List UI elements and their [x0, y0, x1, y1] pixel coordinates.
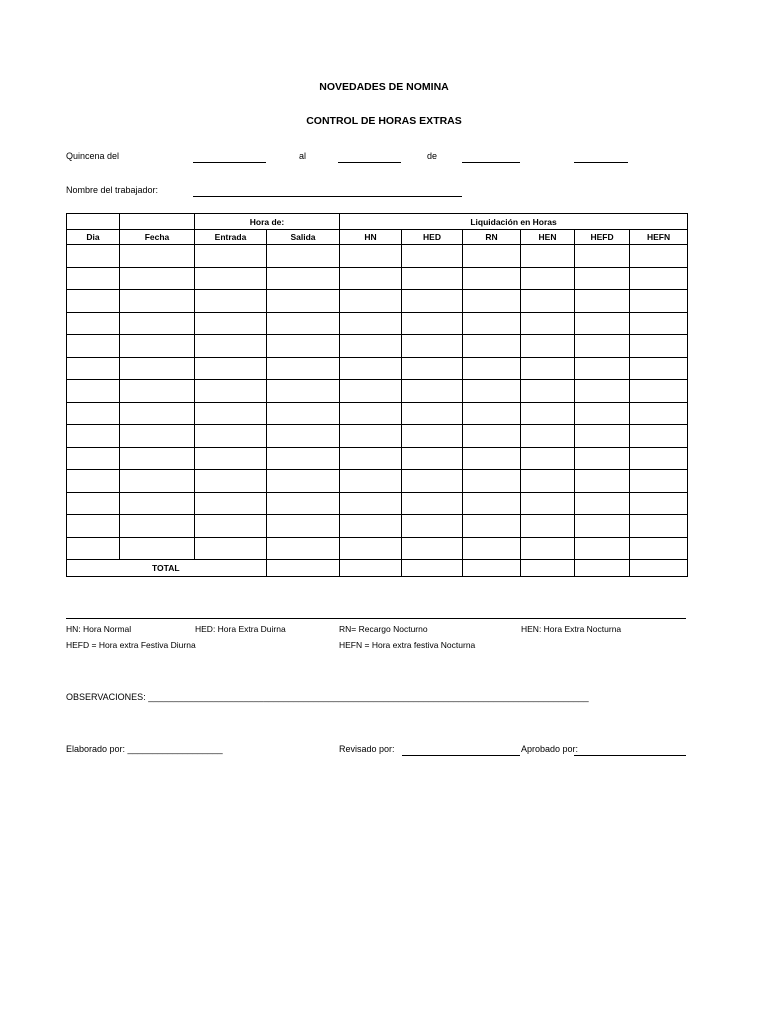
- table-cell[interactable]: [340, 335, 402, 358]
- revisado-por-label: Revisado por:: [339, 744, 395, 754]
- table-cell[interactable]: [67, 470, 120, 493]
- col-header-hefn: HEFN: [630, 230, 688, 245]
- table-cell[interactable]: [402, 402, 463, 425]
- table-cell[interactable]: [267, 357, 340, 380]
- table-cell[interactable]: [120, 312, 195, 335]
- table-cell[interactable]: [340, 312, 402, 335]
- table-cell[interactable]: [120, 357, 195, 380]
- table-cell[interactable]: [120, 492, 195, 515]
- table-cell[interactable]: [67, 312, 120, 335]
- table-row: [67, 537, 688, 560]
- table-cell[interactable]: [267, 470, 340, 493]
- table-cell[interactable]: [402, 492, 463, 515]
- col-header-salida: Salida: [267, 230, 340, 245]
- table-column-header-row: [67, 230, 688, 245]
- table-cell[interactable]: [463, 537, 521, 560]
- quincena-label: Quincena del: [66, 151, 120, 161]
- legend-rn: RN= Recargo Nocturno: [339, 624, 428, 634]
- table-cell[interactable]: [120, 402, 195, 425]
- table-cell[interactable]: [195, 515, 267, 538]
- table-cell[interactable]: [402, 312, 463, 335]
- table-cell[interactable]: [195, 537, 267, 560]
- table-cell[interactable]: [120, 380, 195, 403]
- table-row: [67, 515, 688, 538]
- document-subtitle: CONTROL DE HORAS EXTRAS: [306, 115, 462, 127]
- col-header-hefd: HEFD: [575, 230, 630, 245]
- table-cell[interactable]: [521, 245, 575, 268]
- table-cell[interactable]: [630, 425, 688, 448]
- table-cell[interactable]: [575, 245, 630, 268]
- table-cell[interactable]: [521, 267, 575, 290]
- table-cell[interactable]: [521, 470, 575, 493]
- legend-hn: HN: Hora Normal: [66, 624, 132, 634]
- table-cell[interactable]: [67, 492, 120, 515]
- table-cell[interactable]: [67, 380, 120, 403]
- table-cell[interactable]: [402, 537, 463, 560]
- table-cell[interactable]: [195, 402, 267, 425]
- legend-hefd: HEFD = Hora extra Festiva Diurna: [66, 640, 196, 650]
- aprobado-por-label: Aprobado por:: [521, 744, 579, 754]
- table-row: [67, 447, 688, 470]
- table-cell[interactable]: [67, 402, 120, 425]
- total-cell[interactable]: [463, 560, 521, 577]
- table-cell[interactable]: [575, 470, 630, 493]
- table-cell[interactable]: [521, 492, 575, 515]
- table-row: [67, 267, 688, 290]
- table-cell[interactable]: [267, 245, 340, 268]
- table-row: [67, 402, 688, 425]
- table-cell[interactable]: [521, 402, 575, 425]
- table-cell[interactable]: [340, 380, 402, 403]
- table-cell[interactable]: [340, 402, 402, 425]
- table-cell[interactable]: [267, 267, 340, 290]
- col-header-rn: RN: [463, 230, 521, 245]
- hours-table: [66, 213, 688, 577]
- table-cell[interactable]: [195, 335, 267, 358]
- elaborado-por-field[interactable]: Elaborado por: ___________________: [66, 744, 223, 754]
- table-cell[interactable]: [575, 447, 630, 470]
- table-cell[interactable]: [195, 290, 267, 313]
- total-cell[interactable]: [267, 560, 340, 577]
- table-group-header-row: [67, 214, 688, 230]
- total-cell[interactable]: [402, 560, 463, 577]
- table-cell[interactable]: [630, 380, 688, 403]
- de-label: de: [427, 151, 438, 161]
- total-label: TOTAL: [67, 560, 267, 577]
- document-title: NOVEDADES DE NOMINA: [319, 81, 449, 93]
- table-cell[interactable]: [630, 492, 688, 515]
- table-cell[interactable]: [402, 335, 463, 358]
- table-cell[interactable]: [630, 267, 688, 290]
- table-cell[interactable]: [267, 492, 340, 515]
- quincena-end-field[interactable]: [338, 162, 401, 163]
- table-row: [67, 470, 688, 493]
- table-cell[interactable]: [630, 470, 688, 493]
- table-total-row: [67, 560, 688, 577]
- table-row: [67, 357, 688, 380]
- table-cell[interactable]: [267, 290, 340, 313]
- al-label: al: [299, 151, 307, 161]
- table-cell[interactable]: [402, 290, 463, 313]
- table-cell[interactable]: [575, 312, 630, 335]
- table-cell[interactable]: [630, 402, 688, 425]
- table-cell[interactable]: [575, 425, 630, 448]
- table-cell[interactable]: [463, 470, 521, 493]
- table-cell[interactable]: [67, 447, 120, 470]
- table-cell[interactable]: [195, 245, 267, 268]
- table-cell[interactable]: [67, 245, 120, 268]
- table-cell[interactable]: [340, 537, 402, 560]
- table-cell[interactable]: [521, 380, 575, 403]
- table-cell[interactable]: [267, 447, 340, 470]
- table-row: [67, 245, 688, 268]
- table-cell[interactable]: [340, 515, 402, 538]
- table-row: [67, 492, 688, 515]
- table-row: [67, 335, 688, 358]
- table-cell[interactable]: [195, 267, 267, 290]
- year-field[interactable]: [574, 162, 628, 163]
- header-blank-cell: [67, 214, 120, 230]
- legend-hed: HED: Hora Extra Duirna: [195, 624, 286, 634]
- table-cell[interactable]: [575, 380, 630, 403]
- table-cell[interactable]: [630, 357, 688, 380]
- table-cell[interactable]: [402, 515, 463, 538]
- table-cell[interactable]: [402, 470, 463, 493]
- table-cell[interactable]: [195, 492, 267, 515]
- table-cell[interactable]: [575, 537, 630, 560]
- table-cell[interactable]: [463, 335, 521, 358]
- table-cell[interactable]: [630, 245, 688, 268]
- col-header-entrada: Entrada: [195, 230, 267, 245]
- table-cell[interactable]: [120, 267, 195, 290]
- table-row: [67, 290, 688, 313]
- header-blank-cell: [120, 214, 195, 230]
- table-cell[interactable]: [267, 312, 340, 335]
- table-cell[interactable]: [267, 425, 340, 448]
- table-cell[interactable]: [340, 290, 402, 313]
- table-cell[interactable]: [463, 402, 521, 425]
- table-cell[interactable]: [521, 425, 575, 448]
- table-cell[interactable]: [195, 447, 267, 470]
- table-cell[interactable]: [521, 515, 575, 538]
- table-cell[interactable]: [463, 425, 521, 448]
- table-cell[interactable]: [630, 290, 688, 313]
- legend-hen: HEN: Hora Extra Nocturna: [521, 624, 622, 634]
- table-cell[interactable]: [521, 335, 575, 358]
- table-cell[interactable]: [195, 425, 267, 448]
- col-header-hen: HEN: [521, 230, 575, 245]
- table-cell[interactable]: [195, 470, 267, 493]
- table-cell[interactable]: [575, 267, 630, 290]
- observaciones-field[interactable]: OBSERVACIONES: ________________________________________________________________________________________: [66, 692, 589, 702]
- table-cell[interactable]: [120, 447, 195, 470]
- table-cell[interactable]: [267, 380, 340, 403]
- table-cell[interactable]: [575, 515, 630, 538]
- table-cell[interactable]: [630, 537, 688, 560]
- table-cell[interactable]: [120, 537, 195, 560]
- table-cell[interactable]: [67, 267, 120, 290]
- col-header-dia: Dia: [67, 230, 120, 245]
- table-cell[interactable]: [463, 267, 521, 290]
- table-cell[interactable]: [630, 312, 688, 335]
- total-cell[interactable]: [575, 560, 630, 577]
- table-cell[interactable]: [340, 267, 402, 290]
- table-cell[interactable]: [402, 447, 463, 470]
- table-cell[interactable]: [521, 447, 575, 470]
- table-cell[interactable]: [340, 492, 402, 515]
- table-cell[interactable]: [630, 335, 688, 358]
- table-cell[interactable]: [463, 290, 521, 313]
- table-row: [67, 380, 688, 403]
- month-field[interactable]: [462, 162, 520, 163]
- table-cell[interactable]: [402, 380, 463, 403]
- table-cell[interactable]: [67, 335, 120, 358]
- col-header-hn: HN: [340, 230, 402, 245]
- table-cell[interactable]: [120, 245, 195, 268]
- table-cell[interactable]: [267, 537, 340, 560]
- worker-name-label: Nombre del trabajador:: [66, 185, 159, 195]
- table-cell[interactable]: [195, 380, 267, 403]
- total-cell[interactable]: [340, 560, 402, 577]
- table-cell[interactable]: [340, 425, 402, 448]
- table-cell[interactable]: [340, 245, 402, 268]
- table-cell[interactable]: [402, 267, 463, 290]
- table-cell[interactable]: [402, 357, 463, 380]
- table-cell[interactable]: [463, 380, 521, 403]
- aprobado-por-field[interactable]: [574, 755, 686, 756]
- table-cell[interactable]: [195, 357, 267, 380]
- table-cell[interactable]: [463, 245, 521, 268]
- table-cell[interactable]: [267, 515, 340, 538]
- total-cell[interactable]: [630, 560, 688, 577]
- revisado-por-field[interactable]: [402, 755, 520, 756]
- table-cell[interactable]: [402, 245, 463, 268]
- table-cell[interactable]: [340, 470, 402, 493]
- table-cell[interactable]: [521, 357, 575, 380]
- table-cell[interactable]: [463, 447, 521, 470]
- table-cell[interactable]: [630, 515, 688, 538]
- table-cell[interactable]: [195, 312, 267, 335]
- table-cell[interactable]: [67, 515, 120, 538]
- table-cell[interactable]: [120, 335, 195, 358]
- table-cell[interactable]: [340, 357, 402, 380]
- table-cell[interactable]: [67, 425, 120, 448]
- legend-hefn: HEFN = Hora extra festiva Nocturna: [339, 640, 476, 650]
- table-cell[interactable]: [340, 447, 402, 470]
- table-cell[interactable]: [575, 357, 630, 380]
- table-cell[interactable]: [575, 402, 630, 425]
- total-cell[interactable]: [521, 560, 575, 577]
- table-row: [67, 425, 688, 448]
- worker-name-field[interactable]: [193, 196, 462, 197]
- group-liquidacion-header: Liquidación en Horas: [340, 214, 688, 230]
- table-cell[interactable]: [67, 290, 120, 313]
- legend-separator: [66, 618, 686, 619]
- table-cell[interactable]: [575, 335, 630, 358]
- table-cell[interactable]: [120, 515, 195, 538]
- table-cell[interactable]: [402, 425, 463, 448]
- table-cell[interactable]: [120, 470, 195, 493]
- table-cell[interactable]: [575, 290, 630, 313]
- table-cell[interactable]: [267, 402, 340, 425]
- table-cell[interactable]: [521, 312, 575, 335]
- table-cell[interactable]: [521, 537, 575, 560]
- table-row: [67, 312, 688, 335]
- table-cell[interactable]: [120, 290, 195, 313]
- col-header-fecha: Fecha: [120, 230, 195, 245]
- table-cell[interactable]: [575, 492, 630, 515]
- quincena-start-field[interactable]: [193, 162, 266, 163]
- table-cell[interactable]: [267, 335, 340, 358]
- table-cell[interactable]: [120, 425, 195, 448]
- table-cell[interactable]: [463, 312, 521, 335]
- table-cell[interactable]: [67, 357, 120, 380]
- table-cell[interactable]: [463, 357, 521, 380]
- col-header-hed: HED: [402, 230, 463, 245]
- table-cell[interactable]: [521, 290, 575, 313]
- table-cell[interactable]: [67, 537, 120, 560]
- table-cell[interactable]: [463, 492, 521, 515]
- table-cell[interactable]: [630, 447, 688, 470]
- group-hora-header: Hora de:: [195, 214, 340, 230]
- table-cell[interactable]: [463, 515, 521, 538]
